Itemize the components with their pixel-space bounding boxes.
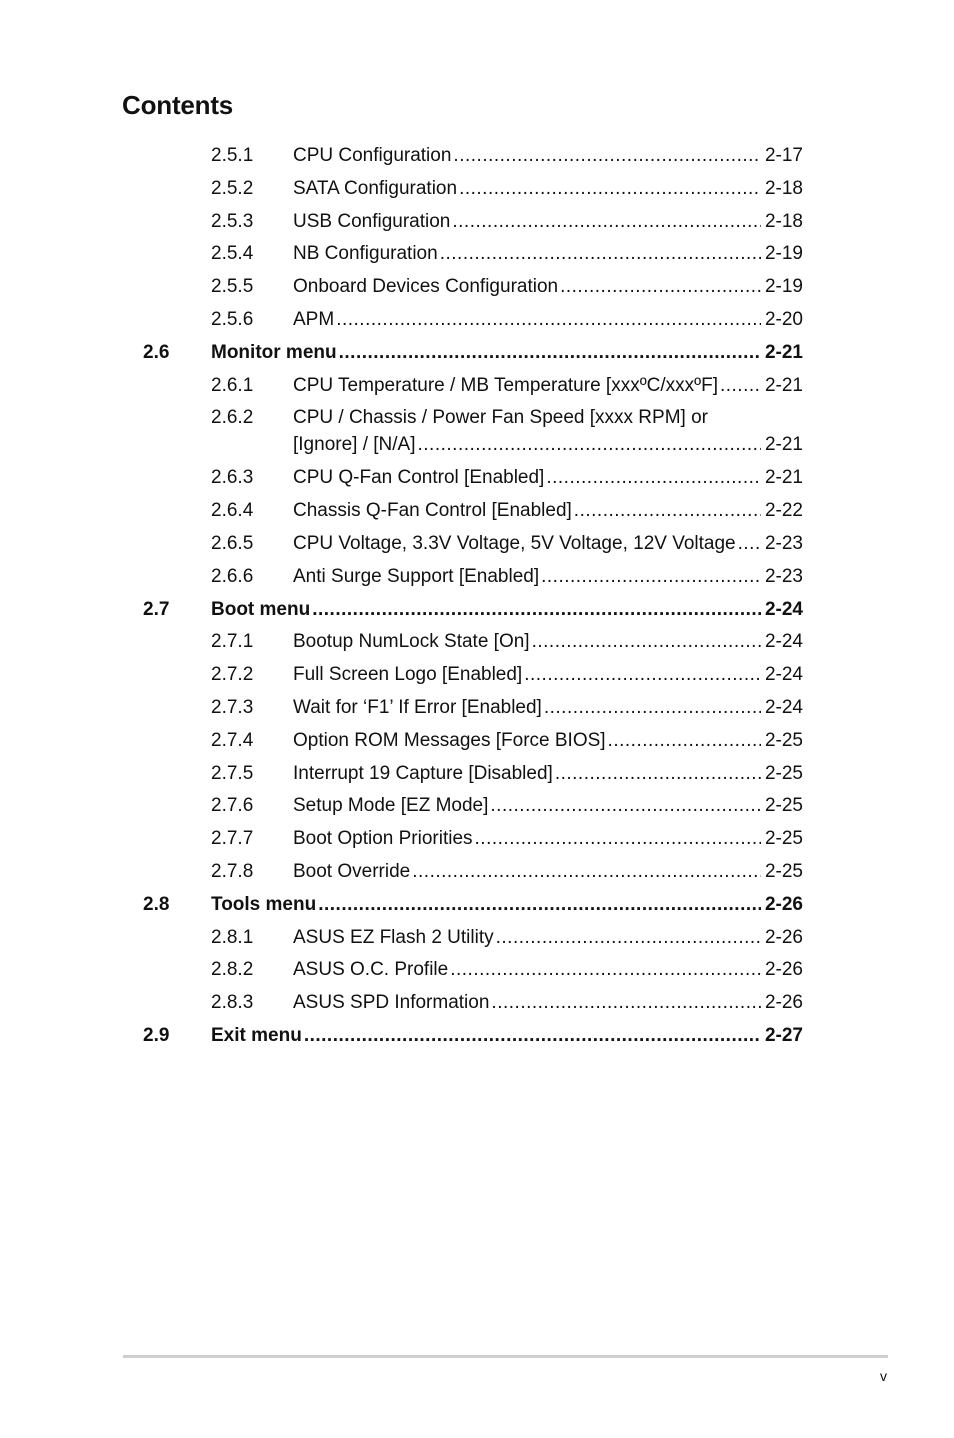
entry-title: NB Configuration: [293, 243, 438, 265]
entry-title: Chassis Q-Fan Control [Enabled]: [293, 500, 572, 522]
entry-page: 2-26: [764, 926, 803, 948]
entry-line: [293, 661, 803, 689]
entry-page: 2-25: [764, 795, 803, 817]
entry-line: [293, 924, 803, 952]
entry-title: Setup Mode [EZ Mode]: [293, 795, 489, 817]
entry-line: [293, 563, 803, 591]
section-title: Tools menu: [211, 893, 317, 915]
entry-title: ASUS O.C. Profile: [293, 959, 449, 981]
entry-page: 2-21: [764, 434, 803, 456]
dot-leader: [720, 372, 761, 400]
toc-entry[interactable]: [0, 924, 954, 957]
section-title: Monitor menu: [211, 341, 337, 363]
dot-leader: [459, 175, 761, 203]
entry-page: 2-21: [764, 467, 803, 489]
entry-page: 2-17: [764, 145, 803, 166]
toc-entry[interactable]: [0, 727, 954, 760]
entry-number: 2.6.4: [211, 500, 254, 522]
dot-leader: [453, 142, 761, 170]
entry-page: 2-24: [764, 696, 803, 718]
dot-leader: [336, 306, 761, 334]
entry-page: 2-23: [764, 565, 803, 587]
entry-page: 2-24: [764, 664, 803, 686]
entry-page: 2-25: [764, 860, 803, 882]
entry-page: 2-25: [764, 729, 803, 751]
entry-title: CPU Temperature / MB Temperature [xxxºC/xxxºF]: [293, 374, 718, 396]
entry-title: CPU / Chassis / Power Fan Speed [xxxx RPM] or: [293, 407, 708, 429]
toc-entry[interactable]: [0, 497, 954, 530]
entry-number: 2.6.6: [211, 565, 254, 587]
entry-number: 2.7.6: [211, 795, 254, 817]
toc-entry[interactable]: [0, 792, 954, 825]
entry-title: Boot Option Priorities: [293, 828, 473, 850]
section-line: [211, 596, 803, 624]
dot-leader: [532, 628, 761, 656]
entry-title: SATA Configuration: [293, 177, 458, 199]
entry-page: 2-25: [764, 828, 803, 850]
entry-title: ASUS EZ Flash 2 Utility: [293, 926, 494, 948]
entry-number: 2.5.4: [211, 243, 254, 265]
section-line: [211, 339, 803, 367]
dot-leader: [546, 464, 761, 492]
section-title: Boot menu: [211, 598, 311, 620]
entry-number: 2.8.3: [211, 992, 254, 1014]
entry-number: 2.5.5: [211, 276, 254, 298]
dot-leader: [541, 563, 761, 591]
toc-entry[interactable]: [0, 989, 954, 1022]
toc-section[interactable]: [0, 891, 954, 924]
entry-number: 2.6.5: [211, 532, 254, 554]
toc-entry[interactable]: [0, 530, 954, 563]
dot-leader: [412, 858, 761, 886]
entry-line: [293, 306, 803, 334]
dot-leader: [440, 240, 761, 268]
entry-number: 2.7.7: [211, 828, 254, 850]
entry-line: [293, 858, 803, 886]
table-of-contents: [0, 142, 954, 1055]
toc-entry[interactable]: [0, 628, 954, 661]
dot-leader: [496, 924, 761, 952]
entry-number: 2.5.6: [211, 308, 254, 330]
toc-entry[interactable]: [0, 273, 954, 306]
entry-number: 2.6.2: [211, 407, 254, 429]
toc-entry[interactable]: [0, 404, 954, 464]
entry-page: 2-22: [764, 500, 803, 522]
section-number: 2.8: [143, 893, 170, 915]
toc-entry[interactable]: [0, 858, 954, 891]
entry-number: 2.5.2: [211, 177, 254, 199]
entry-number: 2.7.5: [211, 762, 254, 784]
toc-section[interactable]: [0, 1022, 954, 1055]
section-page: 2-21: [764, 341, 803, 363]
entry-page: 2-25: [764, 762, 803, 784]
entry-page: 2-19: [764, 276, 803, 298]
entry-title: APM: [293, 308, 335, 330]
entry-line: [293, 530, 803, 558]
entry-page: 2-19: [764, 243, 803, 265]
entry-number: 2.6.3: [211, 467, 254, 489]
toc-entry[interactable]: [0, 208, 954, 241]
section-number: 2.9: [143, 1024, 170, 1046]
dot-leader: [524, 661, 761, 689]
entry-number: 2.7.4: [211, 729, 254, 751]
entry-line: [293, 464, 803, 492]
toc-entry[interactable]: [0, 142, 954, 175]
toc-entry[interactable]: [0, 760, 954, 793]
toc-entry[interactable]: [0, 372, 954, 405]
dot-leader: [555, 760, 761, 788]
entry-page: 2-21: [764, 374, 803, 396]
page-number: v: [880, 1368, 887, 1384]
entry-line: [293, 727, 803, 755]
section-page: 2-27: [764, 1024, 803, 1046]
entry-title: ASUS SPD Information: [293, 992, 490, 1014]
section-number: 2.6: [143, 341, 170, 363]
toc-section[interactable]: [0, 596, 954, 629]
toc-entry[interactable]: [0, 825, 954, 858]
entry-title: Wait for ‘F1’ If Error [Enabled]: [293, 696, 542, 718]
dot-leader: [490, 792, 761, 820]
section-number: 2.7: [143, 598, 170, 620]
toc-entry[interactable]: [0, 694, 954, 727]
toc-entry[interactable]: [0, 240, 954, 273]
entry-number: 2.8.1: [211, 926, 254, 948]
entry-title: CPU Configuration: [293, 145, 452, 166]
entry-line: [293, 175, 803, 203]
dot-leader: [544, 694, 761, 722]
toc-entry[interactable]: [0, 661, 954, 694]
entry-title: Anti Surge Support [Enabled]: [293, 565, 540, 587]
toc-entry[interactable]: [0, 464, 954, 497]
entry-line: [293, 372, 803, 400]
entry-line: [293, 760, 803, 788]
dot-leader: [574, 497, 761, 525]
dot-leader: [608, 727, 761, 755]
dot-leader: [491, 989, 761, 1017]
toc-entry[interactable]: [0, 563, 954, 596]
entry-number: 2.7.8: [211, 860, 254, 882]
dot-leader: [339, 339, 761, 367]
entry-title: Interrupt 19 Capture [Disabled]: [293, 762, 553, 784]
section-title: Exit menu: [211, 1024, 302, 1046]
entry-number: 2.6.1: [211, 374, 254, 396]
entry-title: Option ROM Messages [Force BIOS]: [293, 729, 606, 751]
page-title: Contents: [122, 90, 234, 120]
entry-line: [293, 628, 803, 656]
dot-leader: [418, 431, 761, 459]
entry-page: 2-24: [764, 631, 803, 653]
dot-leader: [318, 891, 761, 919]
entry-title: CPU Q-Fan Control [Enabled]: [293, 467, 545, 489]
entry-title: Onboard Devices Configuration: [293, 276, 559, 298]
entry-number: 2.7.1: [211, 631, 254, 653]
dot-leader: [450, 956, 761, 984]
entry-page: 2-26: [764, 959, 803, 981]
section-line: [211, 891, 803, 919]
entry-number: 2.8.2: [211, 959, 254, 981]
entry-line: [293, 956, 803, 984]
entry-line: [293, 694, 803, 722]
entry-title: Bootup NumLock State [On]: [293, 631, 530, 653]
entry-title: CPU Voltage, 3.3V Voltage, 5V Voltage, 12V Voltage: [293, 532, 736, 554]
entry-page: 2-26: [764, 992, 803, 1014]
toc-section[interactable]: [0, 339, 954, 372]
entry-line: [293, 142, 803, 170]
entry-title-continued: [Ignore] / [N/A]: [293, 434, 416, 456]
entry-line: [293, 240, 803, 268]
entry-number: 2.5.1: [211, 145, 254, 166]
toc-entry[interactable]: [0, 306, 954, 339]
dot-leader: [312, 596, 761, 624]
dot-leader: [452, 208, 761, 236]
entry-line: [293, 273, 803, 301]
entry-line: [293, 825, 803, 853]
entry-line: [293, 989, 803, 1017]
entry-line: [293, 497, 803, 525]
section-line: [211, 1022, 803, 1050]
entry-title: Full Screen Logo [Enabled]: [293, 664, 523, 686]
entry-line: [293, 792, 803, 820]
footer-divider: [123, 1355, 888, 1358]
entry-page: 2-20: [764, 308, 803, 330]
section-page: 2-24: [764, 598, 803, 620]
toc-entry[interactable]: [0, 175, 954, 208]
entry-page: 2-18: [764, 177, 803, 199]
dot-leader: [738, 530, 761, 558]
dot-leader: [475, 825, 761, 853]
entry-number: 2.7.3: [211, 696, 254, 718]
entry-line: [293, 208, 803, 236]
entry-page: 2-23: [764, 532, 803, 554]
dot-leader: [560, 273, 761, 301]
entry-page: 2-18: [764, 210, 803, 232]
entry-line: [293, 431, 803, 459]
dot-leader: [304, 1022, 761, 1050]
entry-title: Boot Override: [293, 860, 411, 882]
section-page: 2-26: [764, 893, 803, 915]
entry-number: 2.5.3: [211, 210, 254, 232]
entry-number: 2.7.2: [211, 664, 254, 686]
entry-title: USB Configuration: [293, 210, 451, 232]
toc-entry[interactable]: [0, 956, 954, 989]
